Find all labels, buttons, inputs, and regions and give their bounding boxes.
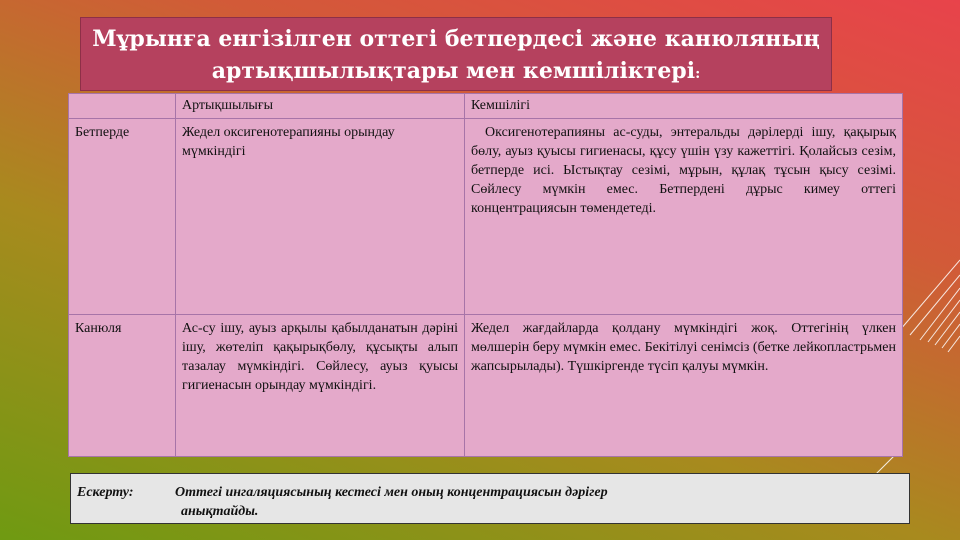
title-line-1: Мұрынға енгізілген оттегі бетпердесі және канюляның (92, 26, 820, 52)
mask-disadvantage: Оксигенотерапияны ас-суды, энтеральды дәрілерді ішу, қақырық бөлу, ауыз қуысы гигиенасы, құсу үшін үзу кажеттігі. Қолайсыз сезім, бетперде исі. Ыстықтау сезімі, мұрын, құлақ тұсын қысу сезімі. Сөйлесу мүмкін емес. Бетпердені дұрыс кимеу оттегі концентрациясын төмендетеді. (465, 119, 903, 315)
header-cell-empty (69, 94, 176, 119)
note-label: Ескерту: (77, 485, 134, 500)
row-label-mask: Бетперде (69, 119, 176, 315)
note-text-2: анықтайды. (181, 504, 259, 519)
table-header-row (69, 94, 903, 119)
title-line-2: артықшылықтары мен кемшіліктері: (211, 58, 701, 84)
comparison-table (68, 93, 903, 457)
mask-advantage: Жедел оксигенотерапияны орындау мүмкіндігі (176, 119, 465, 315)
title-colon: : (695, 66, 701, 82)
table-row (69, 315, 903, 457)
header-cell-disadvantage: Кемшілігі (465, 94, 903, 119)
note-line-1 (77, 483, 903, 502)
cannula-disadvantage: Жедел жағдайларда қолдану мүмкіндігі жоқ. Оттегінің үлкен мөлшерін беру мүмкін емес. Бекітілуі сенімсіз (бетке лейкопластрьмен жапсырылады). Түшкіргенде түсіп қалуы мүмкін. (465, 315, 903, 457)
note-text-1: Оттегі ингаляциясының кестесі мен оның концентрациясын дәрігер (175, 485, 608, 500)
header-cell-advantage: Артықшылығы (176, 94, 465, 119)
row-label-cannula: Канюля (69, 315, 176, 457)
cannula-advantage: Ас-су ішу, ауыз арқылы қабылданатын дәріні ішу, жөтеліп қақырықбөлу, құсықты алып тазалау мүмкіндігі. Сөйлесу, ауыз қуысы гигиенасын орындау мүмкіндігі. (176, 315, 465, 457)
table-row (69, 119, 903, 315)
note-box (70, 473, 910, 524)
slide-title (80, 17, 832, 91)
